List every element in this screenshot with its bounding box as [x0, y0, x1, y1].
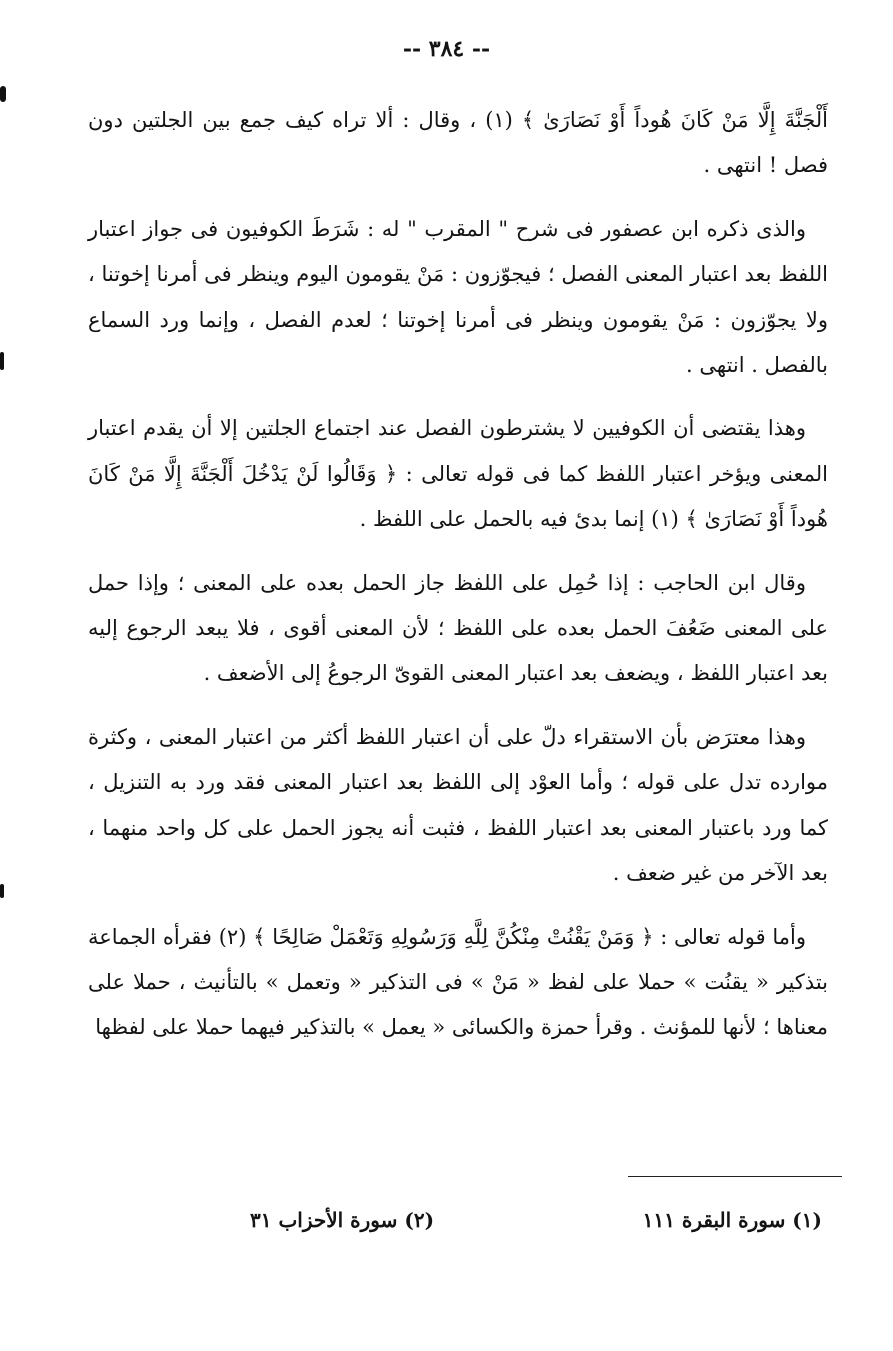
paragraph-2: والذى ذكره ابن عصفور فى شرح " المقرب " له : شَرَطَ الكوفيون فى جواز اعتبار اللفظ بعد اعتبار المعنى الفصل ؛ فيجوّزون : مَنْ يقومون اليوم وينظر فى أمرنا إخوتنا ، ولا يجوّزون : مَنْ يقومون وينظر فى أمرنا إخوتنا ؛ لعدم الفصل ، وإنما ورد السماع بالفصل . انتهى .	[88, 216, 828, 378]
paragraph-3: وهذا يقتضى أن الكوفيين لا يشترطون الفصل عند اجتماع الجلتين إلا أن يقدم اعتبار المعنى ويؤخر اعتبار اللفظ كما فى قوله تعالى : ﴿ وَقَالُوا لَنْ يَدْخُلَ أَلْجَنَّةَ إِلَّا مَنْ كَانَ هُوداً أَوْ نَصَارَىٰ ﴾ (١) إنما بدئ فيه بالحمل على اللفظ .	[88, 416, 828, 532]
paragraph-6: وأما قوله تعالى : ﴿ وَمَنْ يَقْنُتْ مِنْكُنَّ لِلَّهِ وَرَسُولِهِ وَتَعْمَلْ صَالِحًا ﴾ (٢) فقرأه الجماعة بتذكير « يقنُت » حملا على لفظ « مَنْ » فى التذكير « وتعمل » بالتأنيث ، حملا على معناها ؛ لأنها للمؤنث . وقرأ حمزة والكسائى « يعمل » بالتذكير فيهما حملا على لفظها	[88, 924, 828, 1040]
paragraph-5: وهذا معترَض بأن الاستقراء دلّ على أن اعتبار اللفظ أكثر من اعتبار المعنى ، وكثرة موارده تدل على قوله ؛ وأما العوْد إلى اللفظ بعد اعتبار المعنى فقد ورد به التنزيل ، كما ورد باعتبار المعنى بعد اعتبار اللفظ ، فثبت أنه يجوز الحمل على كل واحد منهما ، بعد الآخر من غير ضعف .	[88, 724, 828, 886]
footnotes	[250, 1208, 822, 1232]
paragraph-4: وقال ابن الحاجب : إذا حُمِل على اللفظ جاز الحمل بعده على المعنى ؛ وإذا حمل على المعنى ضَعُفَ الحمل بعده على اللفظ ؛ لأن المعنى أقوى ، فلا يبعد الرجوع إليه بعد اعتبار اللفظ ، ويضعف بعد اعتبار المعنى القوىّ الرجوعُ إلى الأضعف .	[88, 570, 828, 686]
binding-mark	[0, 352, 4, 370]
footnote-1: (١) سورة البقرة ١١١	[642, 1208, 822, 1232]
footnote-2: (٢) سورة الأحزاب ٣١	[250, 1208, 435, 1232]
body-text	[88, 98, 828, 1069]
page-number: -- ٣٨٤ --	[402, 36, 491, 62]
binding-mark	[0, 86, 6, 102]
binding-mark	[0, 884, 4, 898]
footnote-divider	[628, 1176, 842, 1177]
paragraph-1: أَلْجَنَّةَ إِلَّا مَنْ كَانَ هُوداً أَوْ نَصَارَىٰ ﴾ (١) ، وقال : ألا تراه كيف جمع بين الجلتين دون فصل ! انتهى .	[88, 108, 828, 178]
